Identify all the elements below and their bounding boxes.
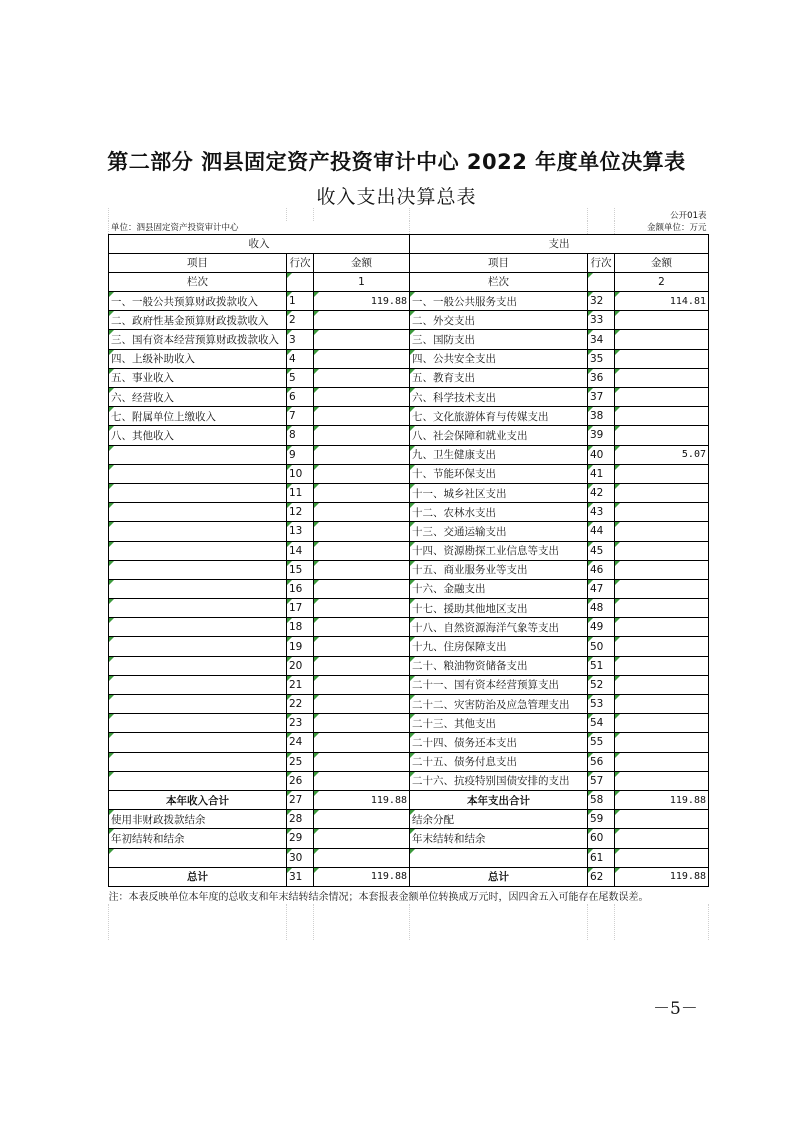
- income-line-no: 7: [287, 407, 314, 426]
- expense-item: 十七、援助其他地区支出: [410, 599, 588, 618]
- table-row: [109, 426, 709, 445]
- expense-line-no: 51: [588, 656, 615, 675]
- income-item: 八、其他收入: [109, 426, 287, 445]
- income-item: [109, 675, 287, 694]
- income-line-no: 25: [287, 752, 314, 771]
- income-item: [109, 541, 287, 560]
- footnote: 注：本表反映单位本年度的总收支和年末结转结余情况；本套报表金额单位转换成万元时，因四舍五入可能存在尾数误差。: [108, 892, 649, 904]
- income-total-label: 本年收入合计: [109, 790, 287, 809]
- table-row: [109, 675, 709, 694]
- total-year-row: [109, 790, 709, 809]
- expense-line-no: 38: [588, 407, 615, 426]
- table-row: [109, 848, 709, 867]
- table-row: [109, 829, 709, 848]
- expense-line-no: 42: [588, 483, 615, 502]
- expense-amount: [615, 848, 709, 867]
- table-row: [109, 656, 709, 675]
- page-title: 第二部分 泗县固定资产投资审计中心 2022 年度单位决算表: [107, 150, 686, 174]
- unit-label: 单位：泗县固定资产投资审计中心: [109, 221, 410, 234]
- expense-amount: [615, 426, 709, 445]
- income-item: [109, 464, 287, 483]
- income-grand-total-no: 31: [287, 867, 314, 886]
- expense-item: 四、公共安全支出: [410, 349, 588, 368]
- expense-amount: 5.07: [615, 445, 709, 464]
- expense-line-no: 44: [588, 522, 615, 541]
- expense-item: 二十四、债务还本支出: [410, 733, 588, 752]
- expense-item: 三、国防支出: [410, 330, 588, 349]
- expense-line-no: 55: [588, 733, 615, 752]
- income-line-no: 6: [287, 388, 314, 407]
- expense-amount: [615, 368, 709, 387]
- expense-item: 五、教育支出: [410, 368, 588, 387]
- expense-line-no: 61: [588, 848, 615, 867]
- income-item: 七、附属单位上缴收入: [109, 407, 287, 426]
- expense-item: [410, 848, 588, 867]
- expense-item: 二十二、灾害防治及应急管理支出: [410, 695, 588, 714]
- expense-line-no: 57: [588, 771, 615, 790]
- table-row: [109, 311, 709, 330]
- expense-amount: [615, 330, 709, 349]
- table-row: [109, 330, 709, 349]
- expense-line-no: 60: [588, 829, 615, 848]
- form-code-row: [109, 208, 709, 221]
- expense-index-label: 栏次: [410, 272, 588, 291]
- expense-amount: [615, 464, 709, 483]
- income-line-no: 9: [287, 445, 314, 464]
- expense-item: 十三、交通运输支出: [410, 522, 588, 541]
- income-item: [109, 656, 287, 675]
- expense-amount: [615, 541, 709, 560]
- expense-line-no: 39: [588, 426, 615, 445]
- income-amount: [314, 810, 410, 829]
- income-item: 二、政府性基金预算财政拨款收入: [109, 311, 287, 330]
- income-line-no: 26: [287, 771, 314, 790]
- income-line-no: 4: [287, 349, 314, 368]
- expense-line-no: 43: [588, 503, 615, 522]
- expense-line-no: 40: [588, 445, 615, 464]
- income-line-no: 2: [287, 311, 314, 330]
- expense-line-no: 37: [588, 388, 615, 407]
- income-index-label: 栏次: [109, 272, 287, 291]
- expense-amount: [615, 752, 709, 771]
- table-row: [109, 599, 709, 618]
- expense-amount: [615, 579, 709, 598]
- income-line-no: 12: [287, 503, 314, 522]
- table-row: [109, 752, 709, 771]
- income-item: 三、国有资本经营预算财政拨款收入: [109, 330, 287, 349]
- income-amount: [314, 426, 410, 445]
- income-item-header: 项目: [109, 253, 287, 272]
- note-row: [109, 886, 709, 904]
- income-amount: [314, 503, 410, 522]
- income-line-no: 10: [287, 464, 314, 483]
- income-item: [109, 579, 287, 598]
- table-row: [109, 733, 709, 752]
- income-line-no: 28: [287, 810, 314, 829]
- income-item: [109, 503, 287, 522]
- expense-amount: [615, 695, 709, 714]
- income-total-no: 27: [287, 790, 314, 809]
- income-item: 一、一般公共预算财政拨款收入: [109, 292, 287, 311]
- expense-item: 二十一、国有资本经营预算支出: [410, 675, 588, 694]
- expense-amount: [615, 637, 709, 656]
- income-item: [109, 522, 287, 541]
- income-expense-table: [108, 208, 709, 940]
- income-line-header: 行次: [287, 253, 314, 272]
- expense-amount: [615, 771, 709, 790]
- income-item: [109, 637, 287, 656]
- income-item: [109, 695, 287, 714]
- income-column-index: 1: [314, 272, 410, 291]
- expense-total-no: 58: [588, 790, 615, 809]
- expense-item: 年末结转和结余: [410, 829, 588, 848]
- expense-item: 二十三、其他支出: [410, 714, 588, 733]
- income-line-no: 17: [287, 599, 314, 618]
- income-amount: [314, 829, 410, 848]
- expense-item: 七、文化旅游体育与传媒支出: [410, 407, 588, 426]
- income-amount: [314, 714, 410, 733]
- table-row: [109, 483, 709, 502]
- income-item: [109, 752, 287, 771]
- income-item: [109, 599, 287, 618]
- expense-line-no: 32: [588, 292, 615, 311]
- expense-line-no: 59: [588, 810, 615, 829]
- income-grand-total-amount: 119.88: [314, 867, 410, 886]
- expense-amount: [615, 311, 709, 330]
- expense-line-no: 56: [588, 752, 615, 771]
- expense-item: 九、卫生健康支出: [410, 445, 588, 464]
- expense-item: 二十六、抗疫特别国债安排的支出: [410, 771, 588, 790]
- table-row: [109, 445, 709, 464]
- table-title: 收入支出决算总表: [316, 186, 477, 208]
- expense-column-index: 2: [615, 272, 709, 291]
- expense-total-amount: 119.88: [615, 790, 709, 809]
- unit-row: [109, 221, 709, 234]
- income-item: [109, 733, 287, 752]
- income-item: [109, 848, 287, 867]
- table-row: [109, 541, 709, 560]
- income-amount: [314, 541, 410, 560]
- grand-total-row: [109, 867, 709, 886]
- expense-index-blank: [588, 272, 615, 291]
- table-row: [109, 637, 709, 656]
- expense-item: 二、外交支出: [410, 311, 588, 330]
- expense-line-no: 46: [588, 560, 615, 579]
- income-amount: [314, 771, 410, 790]
- income-amount: [314, 637, 410, 656]
- table-row: [109, 810, 709, 829]
- expense-amount: [615, 829, 709, 848]
- expense-line-no: 49: [588, 618, 615, 637]
- expense-amount: [615, 522, 709, 541]
- income-item: [109, 618, 287, 637]
- income-index-blank: [287, 272, 314, 291]
- table-row: [109, 618, 709, 637]
- income-amount: [314, 599, 410, 618]
- expense-item: 十九、住房保障支出: [410, 637, 588, 656]
- income-line-no: 11: [287, 483, 314, 502]
- expense-grand-total-amount: 119.88: [615, 867, 709, 886]
- expense-amount: [615, 407, 709, 426]
- table-row: [109, 292, 709, 311]
- income-amount: [314, 388, 410, 407]
- expense-amount: [615, 560, 709, 579]
- column-header-row: [109, 253, 709, 272]
- table-row: [109, 714, 709, 733]
- income-amount: [314, 848, 410, 867]
- expense-amount: [615, 503, 709, 522]
- income-grand-total-label: 总计: [109, 867, 287, 886]
- income-amount: [314, 675, 410, 694]
- expense-line-no: 52: [588, 675, 615, 694]
- income-amount: [314, 368, 410, 387]
- income-amount: [314, 618, 410, 637]
- expense-line-no: 50: [588, 637, 615, 656]
- table-row: [109, 388, 709, 407]
- expense-line-no: 41: [588, 464, 615, 483]
- expense-item: 十四、资源勘探工业信息等支出: [410, 541, 588, 560]
- income-line-no: 5: [287, 368, 314, 387]
- income-header: 收入: [109, 234, 410, 253]
- expense-amount: [615, 675, 709, 694]
- column-index-row: [109, 272, 709, 291]
- income-item: 使用非财政拨款结余: [109, 810, 287, 829]
- income-line-no: 18: [287, 618, 314, 637]
- expense-amount: [615, 714, 709, 733]
- expense-item-header: 项目: [410, 253, 588, 272]
- income-amount: [314, 560, 410, 579]
- income-amount: [314, 579, 410, 598]
- income-item: [109, 445, 287, 464]
- income-line-no: 22: [287, 695, 314, 714]
- income-line-no: 8: [287, 426, 314, 445]
- income-line-no: 14: [287, 541, 314, 560]
- page-number: －5－: [653, 999, 698, 1019]
- income-amount: [314, 330, 410, 349]
- income-item: [109, 714, 287, 733]
- income-line-no: 15: [287, 560, 314, 579]
- expense-header: 支出: [410, 234, 709, 253]
- expense-item: 六、科学技术支出: [410, 388, 588, 407]
- expense-item: 十一、城乡社区支出: [410, 483, 588, 502]
- expense-item: 十八、自然资源海洋气象等支出: [410, 618, 588, 637]
- table-row: [109, 464, 709, 483]
- expense-line-no: 36: [588, 368, 615, 387]
- expense-line-no: 33: [588, 311, 615, 330]
- expense-grand-total-no: 62: [588, 867, 615, 886]
- income-amount: [314, 407, 410, 426]
- income-item: 年初结转和结余: [109, 829, 287, 848]
- expense-item: 二十五、债务付息支出: [410, 752, 588, 771]
- income-amount: 119.88: [314, 292, 410, 311]
- income-item: 四、上级补助收入: [109, 349, 287, 368]
- income-amount: [314, 349, 410, 368]
- expense-item: 十、节能环保支出: [410, 464, 588, 483]
- income-item: 六、经营收入: [109, 388, 287, 407]
- expense-amount: [615, 810, 709, 829]
- income-line-no: 13: [287, 522, 314, 541]
- income-line-no: 24: [287, 733, 314, 752]
- expense-item: 十五、商业服务业等支出: [410, 560, 588, 579]
- income-amount: [314, 752, 410, 771]
- form-code: 公开01表: [615, 208, 709, 221]
- expense-amount: [615, 618, 709, 637]
- expense-item: 结余分配: [410, 810, 588, 829]
- expense-amount: 114.81: [615, 292, 709, 311]
- table-row: [109, 407, 709, 426]
- table-row: [109, 368, 709, 387]
- income-total-amount: 119.88: [314, 790, 410, 809]
- expense-line-no: 48: [588, 599, 615, 618]
- expense-amount: [615, 483, 709, 502]
- income-amount: [314, 656, 410, 675]
- income-line-no: 20: [287, 656, 314, 675]
- income-amount-header: 金额: [314, 253, 410, 272]
- expense-amount: [615, 388, 709, 407]
- income-amount: [314, 311, 410, 330]
- income-line-no: 19: [287, 637, 314, 656]
- expense-line-no: 35: [588, 349, 615, 368]
- income-line-no: 30: [287, 848, 314, 867]
- table-row: [109, 522, 709, 541]
- expense-amount-header: 金额: [615, 253, 709, 272]
- budget-sheet: [108, 208, 708, 940]
- income-line-no: 1: [287, 292, 314, 311]
- table-row: [109, 695, 709, 714]
- income-line-no: 3: [287, 330, 314, 349]
- income-amount: [314, 445, 410, 464]
- table-row: [109, 771, 709, 790]
- income-line-no: 23: [287, 714, 314, 733]
- income-amount: [314, 483, 410, 502]
- income-amount: [314, 464, 410, 483]
- expense-grand-total-label: 总计: [410, 867, 588, 886]
- expense-line-no: 54: [588, 714, 615, 733]
- expense-line-no: 53: [588, 695, 615, 714]
- expense-amount: [615, 599, 709, 618]
- expense-line-no: 45: [588, 541, 615, 560]
- expense-amount: [615, 349, 709, 368]
- expense-item: 十二、农林水支出: [410, 503, 588, 522]
- income-amount: [314, 522, 410, 541]
- expense-line-header: 行次: [588, 253, 615, 272]
- amount-unit: 金额单位：万元: [615, 221, 709, 234]
- table-row: [109, 579, 709, 598]
- table-row: [109, 560, 709, 579]
- income-line-no: 29: [287, 829, 314, 848]
- income-item: 五、事业收入: [109, 368, 287, 387]
- expense-line-no: 47: [588, 579, 615, 598]
- expense-amount: [615, 656, 709, 675]
- table-row: [109, 503, 709, 522]
- income-item: [109, 771, 287, 790]
- income-amount: [314, 733, 410, 752]
- expense-amount: [615, 733, 709, 752]
- income-item: [109, 483, 287, 502]
- income-amount: [314, 695, 410, 714]
- table-row: [109, 349, 709, 368]
- expense-item: 八、社会保障和就业支出: [410, 426, 588, 445]
- income-line-no: 21: [287, 675, 314, 694]
- section-header-row: [109, 234, 709, 253]
- trailing-grid-row: [109, 904, 709, 940]
- expense-item: 一、一般公共服务支出: [410, 292, 588, 311]
- expense-item: 十六、金融支出: [410, 579, 588, 598]
- expense-total-label: 本年支出合计: [410, 790, 588, 809]
- income-item: [109, 560, 287, 579]
- income-line-no: 16: [287, 579, 314, 598]
- expense-line-no: 34: [588, 330, 615, 349]
- expense-item: 二十、粮油物资储备支出: [410, 656, 588, 675]
